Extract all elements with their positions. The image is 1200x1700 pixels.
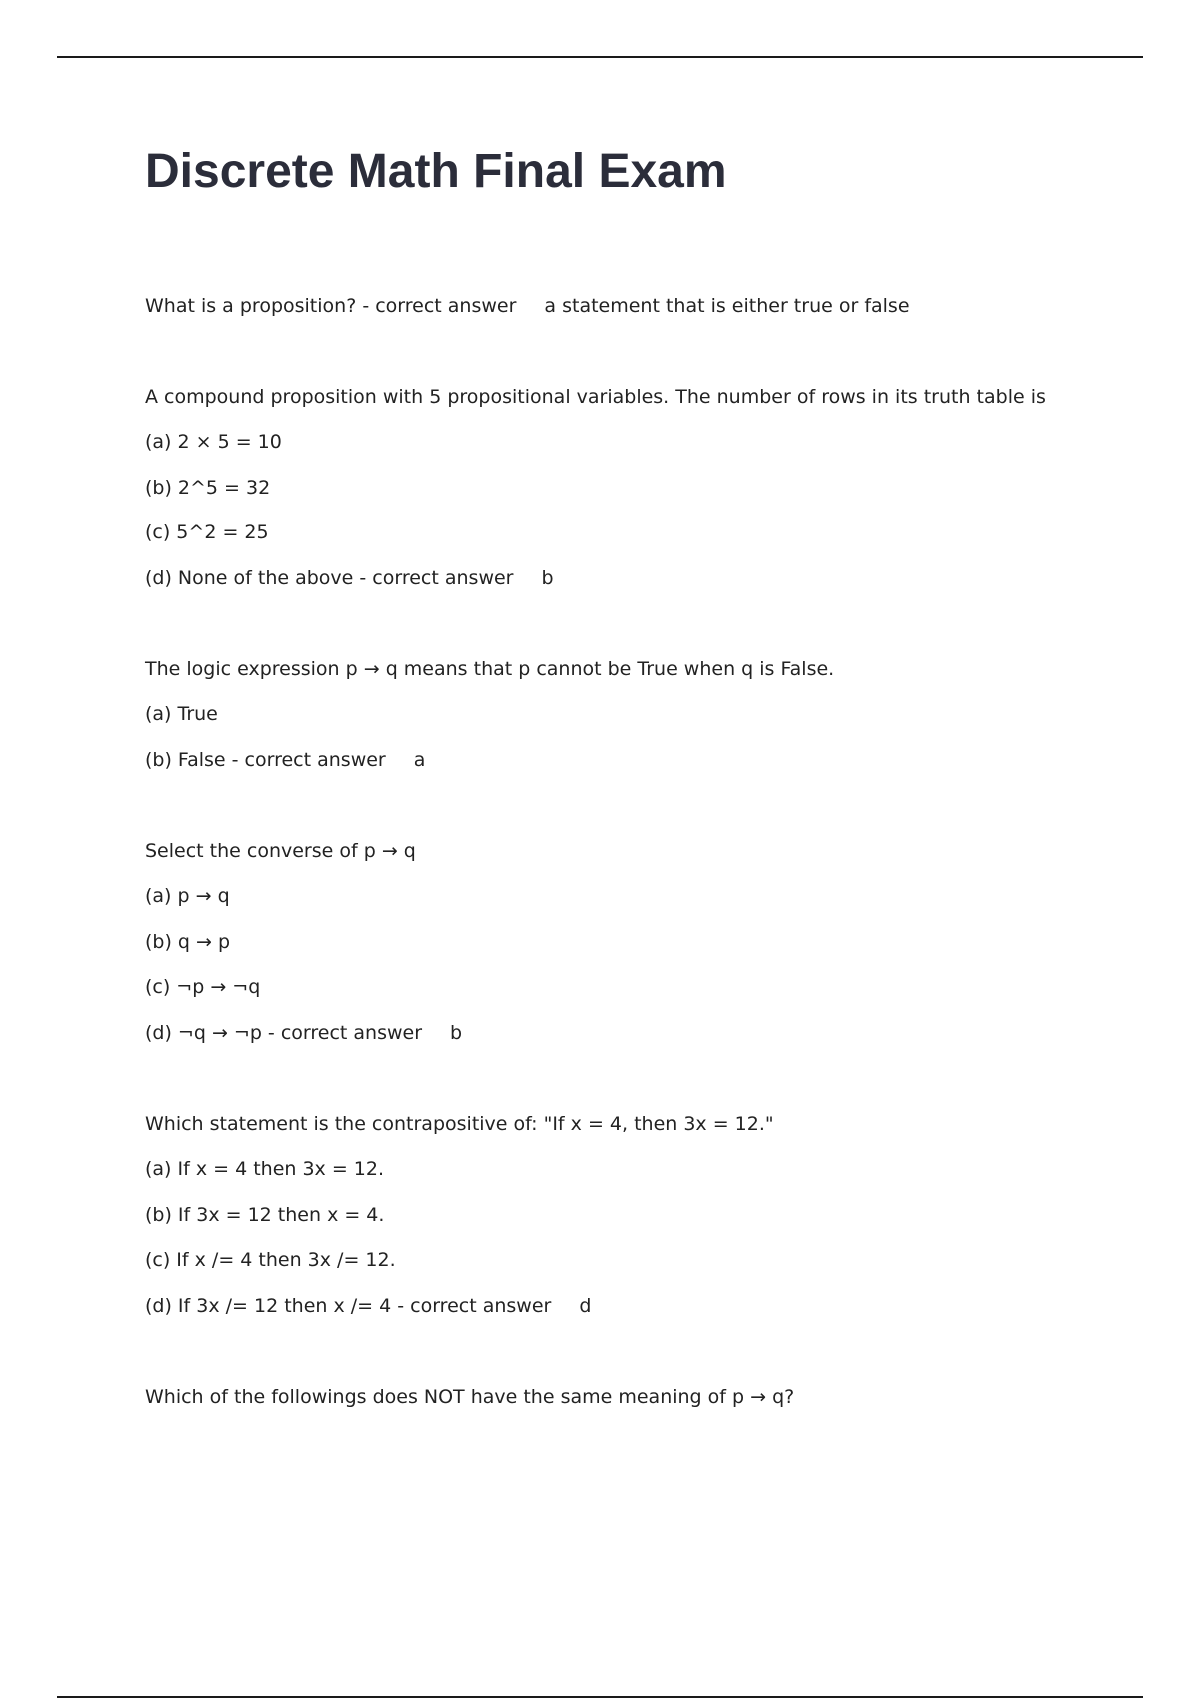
question-6-prompt: Which of the followings does NOT have the same meaning of p → q? — [145, 1386, 795, 1408]
question-4-prompt: Select the converse of p → q — [145, 840, 416, 862]
question-2-option-c: (c) 5^2 = 25 — [145, 521, 269, 543]
question-2-prompt: A compound proposition with 5 propositional variables. The number of rows in its truth table is — [145, 386, 1046, 408]
question-2-option-d-text: (d) None of the above - correct answer — [145, 567, 514, 589]
question-5-option-a: (a) If x = 4 then 3x = 12. — [145, 1158, 385, 1180]
question-1-answer: a statement that is either true or false — [544, 295, 910, 317]
question-4-option-d — [145, 1021, 462, 1045]
question-2-option-b: (b) 2^5 = 32 — [145, 477, 271, 499]
question-5-option-b: (b) If 3x = 12 then x = 4. — [145, 1204, 385, 1226]
question-4-answer: b — [450, 1022, 463, 1044]
question-2-option-a: (a) 2 × 5 = 10 — [145, 431, 282, 453]
question-4-option-b: (b) q → p — [145, 931, 231, 953]
question-5-answer: d — [579, 1295, 592, 1317]
bottom-rule — [57, 1696, 1143, 1698]
question-4-option-c: (c) ¬p → ¬q — [145, 976, 261, 998]
question-3-option-b — [145, 748, 425, 772]
question-4-option-a: (a) p → q — [145, 885, 230, 907]
question-5-option-c: (c) If x /= 4 then 3x /= 12. — [145, 1249, 396, 1271]
question-5-option-d — [145, 1294, 591, 1318]
question-3-option-b-text: (b) False - correct answer — [145, 749, 386, 771]
question-4-option-d-text: (d) ¬q → ¬p - correct answer — [145, 1022, 423, 1044]
question-1 — [145, 294, 910, 318]
document-title: Discrete Math Final Exam — [145, 145, 727, 198]
question-1-prompt: What is a proposition? - correct answer — [145, 295, 517, 317]
question-3-prompt: The logic expression p → q means that p cannot be True when q is False. — [145, 658, 835, 680]
question-3-answer: a — [413, 749, 426, 771]
question-3-option-a: (a) True — [145, 703, 218, 725]
top-rule — [57, 56, 1143, 58]
question-5-prompt: Which statement is the contrapositive of: "If x = 4, then 3x = 12." — [145, 1113, 774, 1135]
question-2-option-d — [145, 566, 554, 590]
question-2-answer: b — [541, 567, 554, 589]
question-5-option-d-text: (d) If 3x /= 12 then x /= 4 - correct answer — [145, 1295, 552, 1317]
